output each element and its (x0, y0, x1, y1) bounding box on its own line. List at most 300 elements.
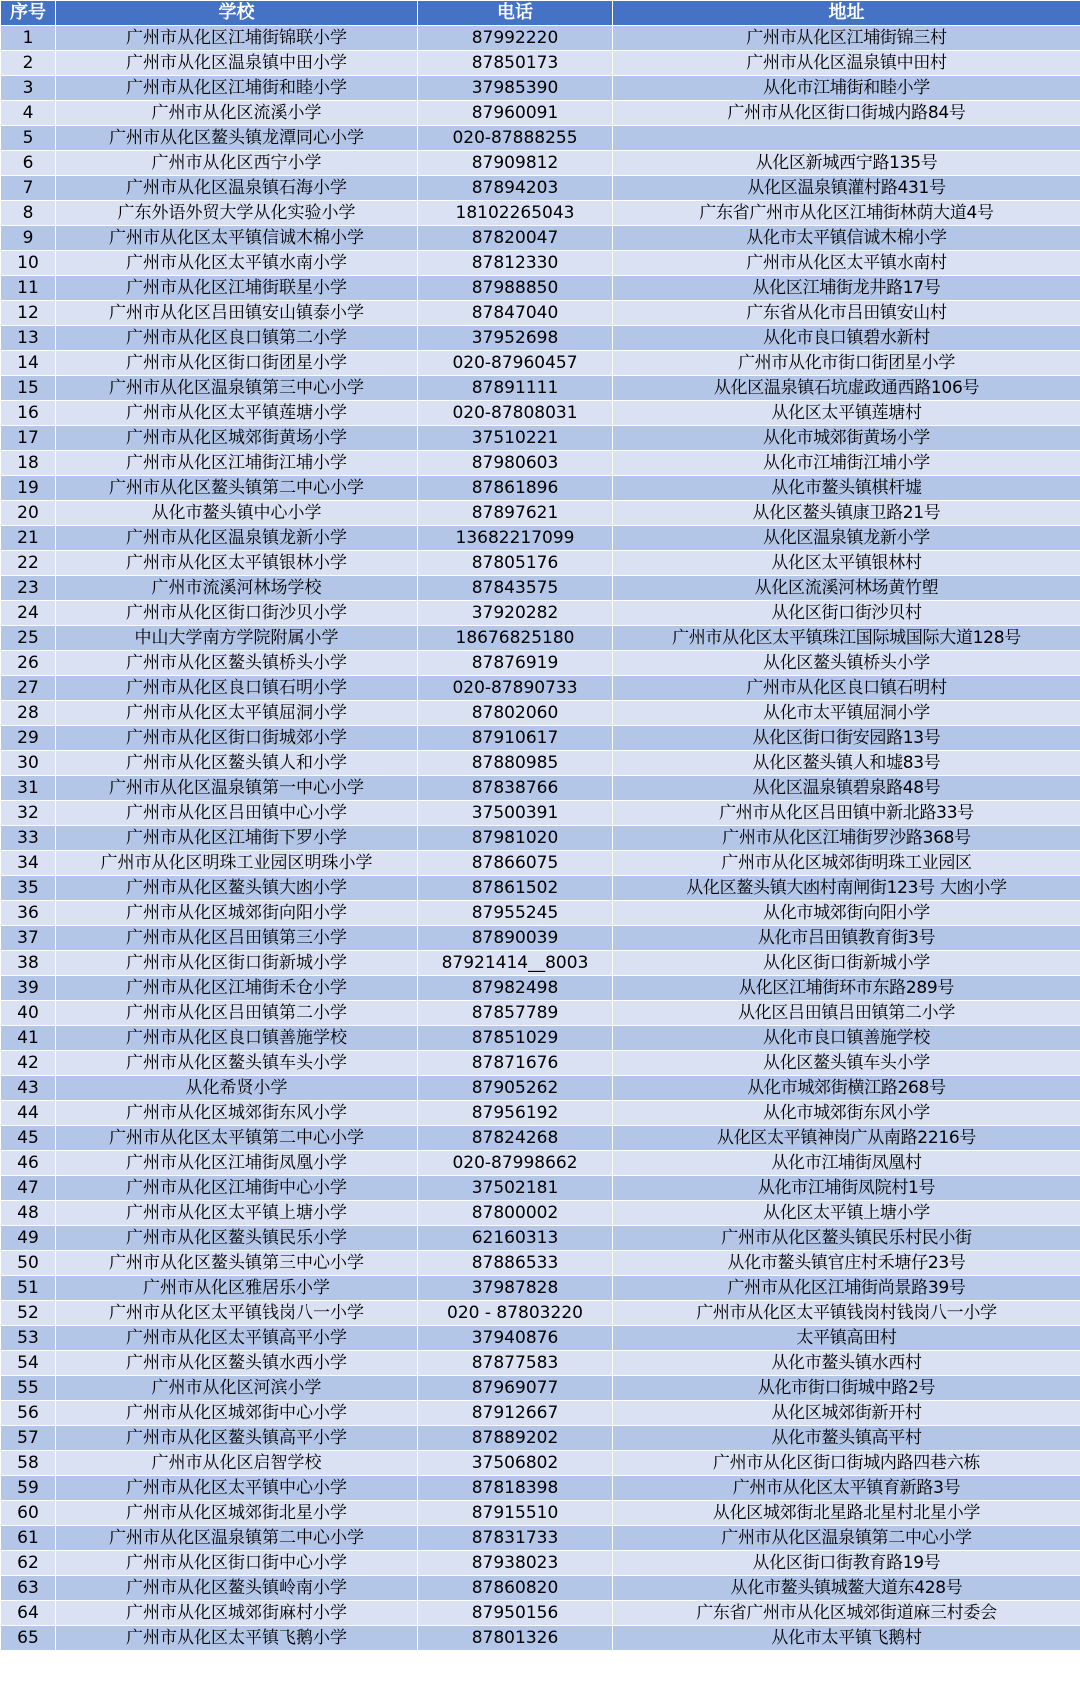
cell-no: 61 (1, 1526, 56, 1551)
cell-phone: 020 - 87803220 (418, 1301, 613, 1326)
cell-phone: 37506802 (418, 1451, 613, 1476)
cell-no: 21 (1, 526, 56, 551)
table-row (1, 1151, 1080, 1176)
cell-address: 广州市从化区温泉镇第二中心小学 (613, 1526, 1080, 1551)
cell-no: 28 (1, 701, 56, 726)
cell-address: 广州市从化区街口街城内路四巷六栋 (613, 1451, 1080, 1476)
cell-no: 51 (1, 1276, 56, 1301)
cell-school: 广州市从化区城郊街麻村小学 (56, 1601, 418, 1626)
table-row (1, 826, 1080, 851)
cell-address: 从化市吕田镇教育街3号 (613, 926, 1080, 951)
table-row (1, 1526, 1080, 1551)
cell-no: 13 (1, 326, 56, 351)
cell-school: 广州市从化区城郊街黄场小学 (56, 426, 418, 451)
cell-no: 59 (1, 1476, 56, 1501)
cell-school: 广州市从化区鳌头镇岭南小学 (56, 1576, 418, 1601)
cell-address: 广东省从化市吕田镇安山村 (613, 301, 1080, 326)
table-row (1, 1226, 1080, 1251)
cell-no: 8 (1, 201, 56, 226)
cell-phone: 87982498 (418, 976, 613, 1001)
cell-school: 广州市从化区鳌头镇车头小学 (56, 1051, 418, 1076)
cell-school: 广州市从化区鳌头镇第三中心小学 (56, 1251, 418, 1276)
cell-phone: 87851029 (418, 1026, 613, 1051)
cell-address: 广州市从化区良口镇石明村 (613, 676, 1080, 701)
cell-address: 从化区太平镇莲塘村 (613, 401, 1080, 426)
cell-address: 从化市鳌头镇高平村 (613, 1426, 1080, 1451)
cell-no: 55 (1, 1376, 56, 1401)
cell-no: 31 (1, 776, 56, 801)
cell-address: 从化市太平镇信诚木棉小学 (613, 226, 1080, 251)
cell-address: 广州市从化区太平镇育新路3号 (613, 1476, 1080, 1501)
cell-school: 广州市从化区启智学校 (56, 1451, 418, 1476)
cell-phone: 37500391 (418, 801, 613, 826)
cell-school: 广州市从化区吕田镇安山镇泰小学 (56, 301, 418, 326)
cell-address: 从化市江埔街凤凰村 (613, 1151, 1080, 1176)
cell-school: 广州市从化区太平镇信诚木棉小学 (56, 226, 418, 251)
cell-no: 30 (1, 751, 56, 776)
cell-no: 14 (1, 351, 56, 376)
cell-address: 从化区鳌头镇康卫路21号 (613, 501, 1080, 526)
cell-no: 56 (1, 1401, 56, 1426)
cell-address: 广州市从化区鳌头镇民乐村民小街 (613, 1226, 1080, 1251)
cell-no: 17 (1, 426, 56, 451)
cell-phone: 87831733 (418, 1526, 613, 1551)
cell-address: 从化市太平镇飞鹅村 (613, 1626, 1080, 1651)
cell-no: 44 (1, 1101, 56, 1126)
cell-no: 18 (1, 451, 56, 476)
cell-phone: 87988850 (418, 276, 613, 301)
cell-address: 从化市江埔街凤院村1号 (613, 1176, 1080, 1201)
table-row (1, 651, 1080, 676)
cell-school: 广东外语外贸大学从化实验小学 (56, 201, 418, 226)
cell-address: 从化区太平镇上塘小学 (613, 1201, 1080, 1226)
table-row (1, 501, 1080, 526)
table-row (1, 151, 1080, 176)
table-row (1, 976, 1080, 1001)
cell-address: 从化市江埔街江埔小学 (613, 451, 1080, 476)
cell-address: 广州市从化区太平镇水南村 (613, 251, 1080, 276)
cell-school: 广州市从化区江埔街联星小学 (56, 276, 418, 301)
table-row (1, 1251, 1080, 1276)
cell-school: 广州市从化区鳌头镇第二中心小学 (56, 476, 418, 501)
cell-school: 广州市从化区鳌头镇人和小学 (56, 751, 418, 776)
cell-no: 9 (1, 226, 56, 251)
cell-school: 广州市从化区良口镇第二小学 (56, 326, 418, 351)
cell-address: 从化市良口镇碧水新村 (613, 326, 1080, 351)
table-row (1, 251, 1080, 276)
table-row (1, 1201, 1080, 1226)
cell-phone: 020-87998662 (418, 1151, 613, 1176)
table-row (1, 51, 1080, 76)
table-row (1, 1076, 1080, 1101)
cell-school: 广州市从化区江埔街锦联小学 (56, 26, 418, 51)
table-row (1, 601, 1080, 626)
cell-school: 广州市从化区吕田镇第二小学 (56, 1001, 418, 1026)
cell-school: 广州市从化区良口镇石明小学 (56, 676, 418, 701)
cell-phone: 87800002 (418, 1201, 613, 1226)
table-row (1, 451, 1080, 476)
cell-no: 15 (1, 376, 56, 401)
cell-address: 从化区温泉镇石坑虚政通西路106号 (613, 376, 1080, 401)
cell-no: 53 (1, 1326, 56, 1351)
cell-school: 广州市从化区太平镇飞鹅小学 (56, 1626, 418, 1651)
cell-no: 60 (1, 1501, 56, 1526)
cell-school: 广州市从化区鳌头镇龙潭同心小学 (56, 126, 418, 151)
cell-address: 广东省广州市从化区江埔街林荫大道4号 (613, 201, 1080, 226)
table-row (1, 876, 1080, 901)
cell-no: 46 (1, 1151, 56, 1176)
cell-no: 63 (1, 1576, 56, 1601)
cell-address: 从化区江埔街龙井路17号 (613, 276, 1080, 301)
cell-phone: 87981020 (418, 826, 613, 851)
cell-phone: 37502181 (418, 1176, 613, 1201)
cell-no: 29 (1, 726, 56, 751)
cell-phone: 87912667 (418, 1401, 613, 1426)
cell-no: 43 (1, 1076, 56, 1101)
cell-no: 4 (1, 101, 56, 126)
cell-no: 2 (1, 51, 56, 76)
table-row (1, 1451, 1080, 1476)
cell-phone: 87890039 (418, 926, 613, 951)
cell-school: 广州市从化区太平镇莲塘小学 (56, 401, 418, 426)
cell-address: 从化市街口街城中路2号 (613, 1376, 1080, 1401)
cell-school: 广州市从化区太平镇上塘小学 (56, 1201, 418, 1226)
header-row (1, 1, 1080, 26)
cell-school: 广州市从化区太平镇银林小学 (56, 551, 418, 576)
cell-no: 40 (1, 1001, 56, 1026)
cell-address: 从化区城郊街北星路北星村北星小学 (613, 1501, 1080, 1526)
cell-school: 广州市从化区江埔街凤凰小学 (56, 1151, 418, 1176)
cell-no: 58 (1, 1451, 56, 1476)
cell-address: 从化市城郊街向阳小学 (613, 901, 1080, 926)
table-row (1, 901, 1080, 926)
cell-school: 广州市从化区太平镇钱岗八一小学 (56, 1301, 418, 1326)
cell-address: 从化市城郊街黄场小学 (613, 426, 1080, 451)
cell-phone: 87802060 (418, 701, 613, 726)
table-row (1, 1576, 1080, 1601)
cell-address: 从化区街口街新城小学 (613, 951, 1080, 976)
cell-phone: 87910617 (418, 726, 613, 751)
table-row (1, 801, 1080, 826)
cell-school: 广州市从化区江埔街和睦小学 (56, 76, 418, 101)
cell-address: 从化区鳌头镇大凼村南闸街123号 大凼小学 (613, 876, 1080, 901)
cell-address: 从化区温泉镇龙新小学 (613, 526, 1080, 551)
cell-phone: 37952698 (418, 326, 613, 351)
cell-school: 广州市从化区太平镇屈洞小学 (56, 701, 418, 726)
cell-no: 47 (1, 1176, 56, 1201)
cell-school: 广州市从化区温泉镇第一中心小学 (56, 776, 418, 801)
cell-address: 从化区街口街教育路19号 (613, 1551, 1080, 1576)
cell-address: 从化区街口街安园路13号 (613, 726, 1080, 751)
cell-school: 广州市从化区鳌头镇高平小学 (56, 1426, 418, 1451)
table-body (1, 26, 1080, 1651)
cell-address: 从化市城郊街横江路268号 (613, 1076, 1080, 1101)
cell-school: 广州市从化区街口街城郊小学 (56, 726, 418, 751)
cell-phone: 37985390 (418, 76, 613, 101)
cell-no: 54 (1, 1351, 56, 1376)
table-row (1, 951, 1080, 976)
table-row (1, 1276, 1080, 1301)
cell-phone: 020-87808031 (418, 401, 613, 426)
cell-address: 广州市从化区太平镇珠江国际城国际大道128号 (613, 626, 1080, 651)
cell-address: 从化区流溪河林场黄竹塱 (613, 576, 1080, 601)
cell-school: 中山大学南方学院附属小学 (56, 626, 418, 651)
table-row (1, 351, 1080, 376)
cell-school: 从化希贤小学 (56, 1076, 418, 1101)
table-row (1, 701, 1080, 726)
table-row (1, 1501, 1080, 1526)
cell-school: 广州市从化区流溪小学 (56, 101, 418, 126)
cell-address: 广州市从化区江埔街锦三村 (613, 26, 1080, 51)
table-row (1, 26, 1080, 51)
cell-school: 广州市从化区温泉镇石海小学 (56, 176, 418, 201)
table-row (1, 751, 1080, 776)
cell-phone: 87818398 (418, 1476, 613, 1501)
cell-phone: 87891111 (418, 376, 613, 401)
table-row (1, 851, 1080, 876)
table-row (1, 201, 1080, 226)
cell-phone: 37987828 (418, 1276, 613, 1301)
cell-school: 广州市从化区鳌头镇民乐小学 (56, 1226, 418, 1251)
cell-phone: 020-87960457 (418, 351, 613, 376)
cell-school: 广州市从化区太平镇高平小学 (56, 1326, 418, 1351)
table-row (1, 576, 1080, 601)
cell-phone: 020-87888255 (418, 126, 613, 151)
cell-address: 从化区街口街沙贝村 (613, 601, 1080, 626)
table-row (1, 526, 1080, 551)
cell-no: 12 (1, 301, 56, 326)
cell-no: 42 (1, 1051, 56, 1076)
cell-phone: 87860820 (418, 1576, 613, 1601)
cell-address: 从化市太平镇屈洞小学 (613, 701, 1080, 726)
cell-school: 广州市从化区街口街团星小学 (56, 351, 418, 376)
cell-no: 62 (1, 1551, 56, 1576)
cell-phone: 87824268 (418, 1126, 613, 1151)
cell-phone: 87955245 (418, 901, 613, 926)
cell-phone: 87877583 (418, 1351, 613, 1376)
cell-school: 广州市从化区西宁小学 (56, 151, 418, 176)
cell-address: 从化区新城西宁路135号 (613, 151, 1080, 176)
table-row (1, 676, 1080, 701)
table-row (1, 1001, 1080, 1026)
cell-phone: 87820047 (418, 226, 613, 251)
cell-phone: 87838766 (418, 776, 613, 801)
cell-no: 36 (1, 901, 56, 926)
table-row (1, 1626, 1080, 1651)
cell-school: 广州市从化区江埔街中心小学 (56, 1176, 418, 1201)
cell-no: 11 (1, 276, 56, 301)
cell-phone: 020-87890733 (418, 676, 613, 701)
cell-no: 24 (1, 601, 56, 626)
cell-school: 广州市从化区城郊街东风小学 (56, 1101, 418, 1126)
cell-school: 广州市从化区太平镇水南小学 (56, 251, 418, 276)
cell-no: 3 (1, 76, 56, 101)
cell-phone: 87921414__8003 (418, 951, 613, 976)
cell-address: 从化区吕田镇吕田镇第二小学 (613, 1001, 1080, 1026)
cell-address: 广州市从化区街口街城内路84号 (613, 101, 1080, 126)
cell-school: 广州市从化区河滨小学 (56, 1376, 418, 1401)
cell-address: 从化市良口镇善施学校 (613, 1026, 1080, 1051)
cell-address: 从化区鳌头镇桥头小学 (613, 651, 1080, 676)
cell-no: 48 (1, 1201, 56, 1226)
cell-school: 广州市从化区街口街中心小学 (56, 1551, 418, 1576)
cell-address: 广州市从化区江埔街尚景路39号 (613, 1276, 1080, 1301)
cell-phone: 37920282 (418, 601, 613, 626)
header-school: 学校 (56, 1, 418, 26)
cell-school: 广州市从化区城郊街中心小学 (56, 1401, 418, 1426)
cell-no: 57 (1, 1426, 56, 1451)
cell-phone: 87897621 (418, 501, 613, 526)
cell-address: 从化区温泉镇灌村路431号 (613, 176, 1080, 201)
cell-no: 10 (1, 251, 56, 276)
cell-phone: 87992220 (418, 26, 613, 51)
cell-address: 广州市从化区温泉镇中田村 (613, 51, 1080, 76)
cell-phone: 87801326 (418, 1626, 613, 1651)
cell-address: 从化市城郊街东风小学 (613, 1101, 1080, 1126)
cell-address: 从化区鳌头镇车头小学 (613, 1051, 1080, 1076)
cell-phone: 13682217099 (418, 526, 613, 551)
cell-no: 33 (1, 826, 56, 851)
cell-school: 广州市从化区街口街沙贝小学 (56, 601, 418, 626)
cell-phone: 87850173 (418, 51, 613, 76)
cell-no: 7 (1, 176, 56, 201)
table-row (1, 1401, 1080, 1426)
cell-no: 52 (1, 1301, 56, 1326)
cell-phone: 87857789 (418, 1001, 613, 1026)
cell-no: 64 (1, 1601, 56, 1626)
cell-phone: 87956192 (418, 1101, 613, 1126)
cell-school: 广州市从化区鳌头镇水西小学 (56, 1351, 418, 1376)
cell-school: 广州市从化区温泉镇第三中心小学 (56, 376, 418, 401)
cell-no: 39 (1, 976, 56, 1001)
cell-no: 49 (1, 1226, 56, 1251)
table-row (1, 226, 1080, 251)
cell-school: 广州市从化区良口镇善施学校 (56, 1026, 418, 1051)
cell-no: 27 (1, 676, 56, 701)
cell-phone: 87950156 (418, 1601, 613, 1626)
cell-phone: 87886533 (418, 1251, 613, 1276)
cell-address: 太平镇高田村 (613, 1326, 1080, 1351)
cell-address: 从化区太平镇神岗广从南路2216号 (613, 1126, 1080, 1151)
cell-phone: 87894203 (418, 176, 613, 201)
cell-address: 从化市江埔街和睦小学 (613, 76, 1080, 101)
cell-no: 6 (1, 151, 56, 176)
table-row (1, 426, 1080, 451)
cell-no: 19 (1, 476, 56, 501)
cell-phone: 18102265043 (418, 201, 613, 226)
cell-phone: 87866075 (418, 851, 613, 876)
table-row (1, 1126, 1080, 1151)
cell-school: 广州市从化区温泉镇第二中心小学 (56, 1526, 418, 1551)
cell-phone: 87805176 (418, 551, 613, 576)
table-row (1, 1551, 1080, 1576)
cell-school: 广州市从化区城郊街北星小学 (56, 1501, 418, 1526)
cell-no: 65 (1, 1626, 56, 1651)
cell-address: 广州市从化区城郊街明珠工业园区 (613, 851, 1080, 876)
cell-school: 广州市从化区鳌头镇大凼小学 (56, 876, 418, 901)
table-row (1, 1026, 1080, 1051)
cell-school: 广州市从化区太平镇中心小学 (56, 1476, 418, 1501)
table-row (1, 1051, 1080, 1076)
table-row (1, 726, 1080, 751)
cell-phone: 87938023 (418, 1551, 613, 1576)
table-row (1, 1301, 1080, 1326)
cell-phone: 62160313 (418, 1226, 613, 1251)
cell-no: 25 (1, 626, 56, 651)
cell-phone: 87861896 (418, 476, 613, 501)
table-row (1, 1376, 1080, 1401)
cell-no: 20 (1, 501, 56, 526)
cell-school: 从化市鳌头镇中心小学 (56, 501, 418, 526)
cell-no: 45 (1, 1126, 56, 1151)
table-row (1, 326, 1080, 351)
table-row (1, 101, 1080, 126)
cell-no: 5 (1, 126, 56, 151)
table-row (1, 1326, 1080, 1351)
cell-no: 37 (1, 926, 56, 951)
cell-school: 广州市从化区鳌头镇桥头小学 (56, 651, 418, 676)
cell-school: 广州市从化区温泉镇龙新小学 (56, 526, 418, 551)
cell-phone: 87969077 (418, 1376, 613, 1401)
cell-phone: 87960091 (418, 101, 613, 126)
cell-no: 38 (1, 951, 56, 976)
cell-school: 广州市流溪河林场学校 (56, 576, 418, 601)
cell-phone: 37510221 (418, 426, 613, 451)
cell-no: 22 (1, 551, 56, 576)
cell-no: 50 (1, 1251, 56, 1276)
cell-phone: 87915510 (418, 1501, 613, 1526)
cell-no: 41 (1, 1026, 56, 1051)
table-row (1, 1101, 1080, 1126)
cell-phone: 87861502 (418, 876, 613, 901)
cell-no: 32 (1, 801, 56, 826)
cell-phone: 87843575 (418, 576, 613, 601)
cell-phone: 37940876 (418, 1326, 613, 1351)
cell-address: 广州市从化区江埔街罗沙路368号 (613, 826, 1080, 851)
cell-phone: 87909812 (418, 151, 613, 176)
cell-address (613, 126, 1080, 151)
cell-address: 广东省广州市从化区城郊街道麻三村委会 (613, 1601, 1080, 1626)
table-row (1, 1601, 1080, 1626)
cell-address: 从化区江埔街环市东路289号 (613, 976, 1080, 1001)
cell-school: 广州市从化区吕田镇中心小学 (56, 801, 418, 826)
cell-address: 广州市从化区太平镇钱岗村钱岗八一小学 (613, 1301, 1080, 1326)
table-row (1, 776, 1080, 801)
cell-school: 广州市从化区江埔街江埔小学 (56, 451, 418, 476)
header-no: 序号 (1, 1, 56, 26)
cell-address: 从化市鳌头镇棋杆墟 (613, 476, 1080, 501)
table-row (1, 1351, 1080, 1376)
table-row (1, 1176, 1080, 1201)
cell-phone: 87847040 (418, 301, 613, 326)
table-row (1, 126, 1080, 151)
cell-no: 1 (1, 26, 56, 51)
cell-no: 34 (1, 851, 56, 876)
table-row (1, 926, 1080, 951)
cell-address: 从化区温泉镇碧泉路48号 (613, 776, 1080, 801)
cell-phone: 87905262 (418, 1076, 613, 1101)
cell-address: 从化区鳌头镇人和墟83号 (613, 751, 1080, 776)
cell-address: 从化区城郊街新开村 (613, 1401, 1080, 1426)
cell-phone: 87876919 (418, 651, 613, 676)
table-row (1, 626, 1080, 651)
cell-no: 26 (1, 651, 56, 676)
cell-phone: 18676825180 (418, 626, 613, 651)
cell-phone: 87980603 (418, 451, 613, 476)
header-address: 地址 (613, 1, 1080, 26)
cell-phone: 87812330 (418, 251, 613, 276)
cell-school: 广州市从化区城郊街向阳小学 (56, 901, 418, 926)
